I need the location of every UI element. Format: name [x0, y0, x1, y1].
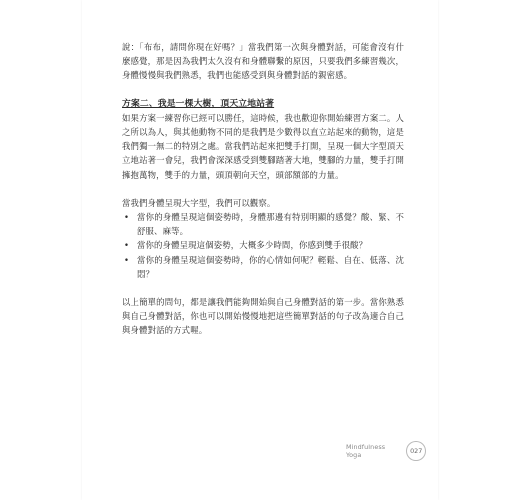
paragraph-plan-two: 如果方案一練習你已經可以勝任，這時候，我也歡迎你開始練習方案二。人之所以為人，與其他動物不同的是我們是少數得以直立站起來的動物，這是我們獨一無二的特別之處。當我們站起來把雙手打開，呈現一個大字型頂天立地站著一會兒，我們會深深感受到雙腳踏著大地，雙腳的力量，雙手打開擁抱萬物，雙手的力量，頭頂朝向天空，頭部額部的力量。 [122, 112, 404, 180]
list-item [122, 238, 404, 252]
list-item-text: 當你的身體呈現這個姿勢時，身體那邊有特別明顯的感覺？酸、緊、不舒服、麻等。 [137, 212, 404, 237]
list-item-text: 當你的身體呈現這個姿勢，大概多少時間，你感到雙手很酸？ [137, 240, 368, 251]
running-footer-title: Mindfulness Yoga [346, 443, 386, 459]
list-item-text: 當你的身體呈現這個姿勢時，你的心情如何呢？輕鬆、自在、低落、沈悶？ [137, 254, 404, 279]
list-item [122, 253, 404, 281]
bullet-icon: • [124, 212, 130, 223]
paragraph-observe: 當我們身體呈現大字型，我們可以觀察。 [122, 197, 276, 208]
section-heading: 方案二、我是一棵大樹，頂天立地站著 [122, 98, 275, 109]
bullet-icon: • [124, 240, 130, 251]
list-item [122, 210, 404, 238]
observation-list [122, 210, 404, 281]
paragraph-intro: 說：「布布，請問你現在好嗎？」當我們第一次與身體對話，可能會沒有什麼感覺，那是因為我們太久沒有和身體聯繫的原因，只要我們多練習幾次，身體慢慢與我們熟悉，我們也能感受到與身體對話的親密感。 [122, 42, 404, 81]
bullet-icon: • [124, 254, 130, 265]
page-body [122, 40, 404, 338]
page-footer [346, 440, 426, 462]
paragraph-conclusion: 以上簡單的問句，都是讓我們能夠開始與自己身體對話的第一步。當你熟悉與自己身體對話，你也可以開始慢慢地把這些簡單對話的句子改為適合自己與身體對話的方式喔。 [122, 297, 404, 336]
page-number-badge: 027 [406, 441, 426, 461]
